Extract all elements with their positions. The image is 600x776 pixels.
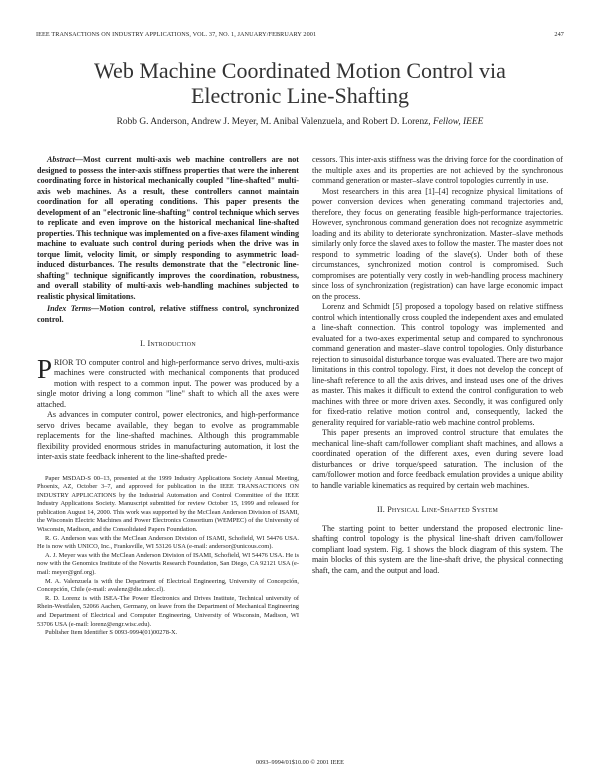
right-paragraph-2: Most researchers in this area [1]–[4] recognize physical limitations of power conversion devices when generating command trajectories and, therefore, they focus on generating feasible high-performance trajectories. However, synchronous command generation does not recognize asymmetric loading and its ability to deteriorate synchronization. Master–slave methods similarly only force the slaved axes to follow the master. The master does not respond to symmetric loading of the slave(s). Under both of these circumstances, synchronized motion control is compromised. Such compromises are potentially very costly in web-handling process machinery since loss of synchronization (registration) can have large economic impact on the process.	[312, 186, 563, 301]
footnote-anderson: R. G. Anderson was with the McClean Anderson Division of ISAMI, Schofield, WI 54476 USA. He is now with UNICO, Inc., Franksville, WI 53126 USA (e-mail: andersor@unicous.com).	[37, 534, 299, 551]
right-column	[312, 155, 563, 576]
author-list	[30, 117, 570, 127]
intro-paragraph-2: As advances in computer control, power electronics, and high-performance servo drives became available, they began to evolve as programmable replacements for the line-shafted machines. Although this programmable flexibility provided enormous strides in manufacturing automation, it lost the inter-axis state feedback inherent to the line-shafted prede-	[37, 410, 299, 461]
index-terms-text: Motion control, relative stiffness control, synchronized control.	[37, 304, 300, 324]
page-number: 247	[554, 31, 564, 38]
abstract	[37, 155, 299, 302]
copyright-footer: 0093–9994/01$10.00 © 2001 IEEE	[256, 759, 344, 766]
intro-p1-text: RIOR TO computer control and high-performance servo drives, multi-axis machines were constructed with mechanical components that produced motion with respect to a common input. The power was produced by a single motor driving a long common "line" shaft to which all the axes were attached.	[37, 357, 299, 409]
author-names: Robb G. Anderson, Andrew J. Meyer, M. Anibal Valenzuela, and Robert D. Lorenz,	[116, 117, 431, 127]
footnotes	[37, 475, 299, 638]
section-2-number: II.	[376, 505, 385, 514]
intro-paragraph-1	[37, 353, 299, 411]
index-terms	[37, 304, 299, 325]
paper-title	[30, 58, 570, 108]
drop-cap: P	[37, 353, 53, 384]
footnote-publisher-id: Publisher Item Identifier S 0093-9994(01)00278-X.	[45, 629, 178, 637]
index-terms-label: Index Terms—	[47, 304, 100, 313]
running-header	[36, 31, 564, 41]
title-line-1: Web Machine Coordinated Motion Control via	[94, 58, 506, 83]
right-paragraph-4: This paper presents an improved control structure that emulates the mechanical line-shaft cam/follower compliant shaft machines, and allows a coordinated operation of the different axes, even during severe load disturbances or drive torque/speed saturation. The inclusion of the cam/follower motion and force feedback emulation provides a unique ability to handle variable kinematics as required by certain web machines.	[312, 428, 563, 490]
abstract-label: Abstract—	[47, 155, 83, 164]
left-column	[37, 155, 299, 638]
section-heading-1	[37, 339, 299, 350]
section-2-title: Physical Line-Shafted System	[387, 505, 499, 514]
author-suffix: Fellow, IEEE	[432, 117, 484, 127]
right-paragraph-1: cessors. This inter-axis stiffness was the driving force for the coordination of the multiple axes and its properties are not achieved by the synchronous command generation or master–slave control topologies currently in use.	[312, 155, 563, 185]
section-1-number: I.	[140, 339, 146, 348]
footnote-lorenz: R. D. Lorenz is with ISEA-The Power Electronics and Drives Institute, Technical university of Rhein-Westfalen, 52066 Aachen, Germany, on leave from the Department of Mechanical Engineering and Department of Electrical and Computer Engineering, University of Wisconsin, Madison, WI 53706 USA (e-mail: lorenz@engr.wisc.edu).	[37, 594, 299, 628]
right-paragraph-5: The starting point to better understand the proposed electronic line-shafting control topology is the physical line-shaft driven cam/follower compliant load system. Fig. 1 shows the block diagram of this system. The main blocks of this system are the line-shaft drive, the physical connecting shaft, the cam, and the output and load.	[312, 523, 563, 575]
footnote-paper-info: Paper MSDAD-S 00–13, presented at the 1999 Industry Applications Society Annual Meeting, Phoenix, AZ, October 3–7, and approved for publication in the IEEE TRANSACTIONS ON INDUSTRY APPLICATIONS by the Industrial Automation and Control Committee of the IEEE Industry Applications Society. Manuscript submitted for review October 15, 1999 and released for publication August 14, 2000. This work was supported by the McClean Anderson Division of ISAMI, the Wisconsin Electric Machines and Power Electronics Consortium (WEMPEC) of the University of Wisconsin, Madison, and the Consolidated Papers Foundation.	[37, 474, 299, 534]
footnote-valenzuela: M. A. Valenzuela is with the Department of Electrical Engineering, University of Concepción, Concepción, Chile (e-mail: avalenz@die.udec.cl).	[37, 577, 299, 594]
right-paragraph-3: Lorenz and Schmidt [5] proposed a topology based on relative stiffness control which intentionally cross coupled the independent axes and emulated a line-shaft connection. This control topology was implemented and evaluated for a two-axes experimental setup and compared to synchronous command generation and master–slave control topologies. Only disturbance rejection to sinusoidal disturbance torque was evaluated. There are two major limitations in this control topology. First, it does not develop the concept of line-shaft reference to all the axis drives, and instead uses one of the drives as master. This makes it difficult to extend the control configuration to web machines with three or more driven axes. Secondly, it was configured only for fixed-ratio relative motion control and, consequently, lacked the generality required for variable-ratio web machine control problems.	[312, 302, 563, 427]
footnote-meyer: A. J. Meyer was with the McClean Anderson Division of ISAMI, Schofield, WI 54476 USA. He is now with the Genomics Institute of the Novartis Research Foundation, San Diego, CA 92121 USA (e-mail: meyer@gnf.org).	[37, 551, 299, 577]
section-heading-2	[312, 505, 563, 516]
abstract-text: Most current multi-axis web machine controllers are not designed to possess the inter-axis stiffness properties that were the inherent coordinating force in historical mechanically coupled "line-shafted" multi-axis web machines. As a result, these controllers cannot maintain coordination for all operating conditions. This paper presents the development of an "electronic line-shafting" control technique which serves to replicate and even improve on the historical mechanical line-shafted properties. This technique was implemented on a five-axes filament winding machine to evaluate such control during periods when the drive was in torque limit, velocity limit, or simply responding to asymmetric load-induced disturbances. The results demonstrate that the "electronic line-shafting" technique significantly improves the coordination, robustness, and overall stability of multi-axis web-handling machines subjected to realistic physical limitations.	[37, 155, 299, 301]
title-line-2: Electronic Line-Shafting	[190, 83, 410, 108]
journal-header: IEEE TRANSACTIONS ON INDUSTRY APPLICATIONS, VOL. 37, NO. 1, JANUARY/FEBRUARY 2001	[36, 31, 317, 38]
section-1-title: Introduction	[147, 339, 196, 348]
